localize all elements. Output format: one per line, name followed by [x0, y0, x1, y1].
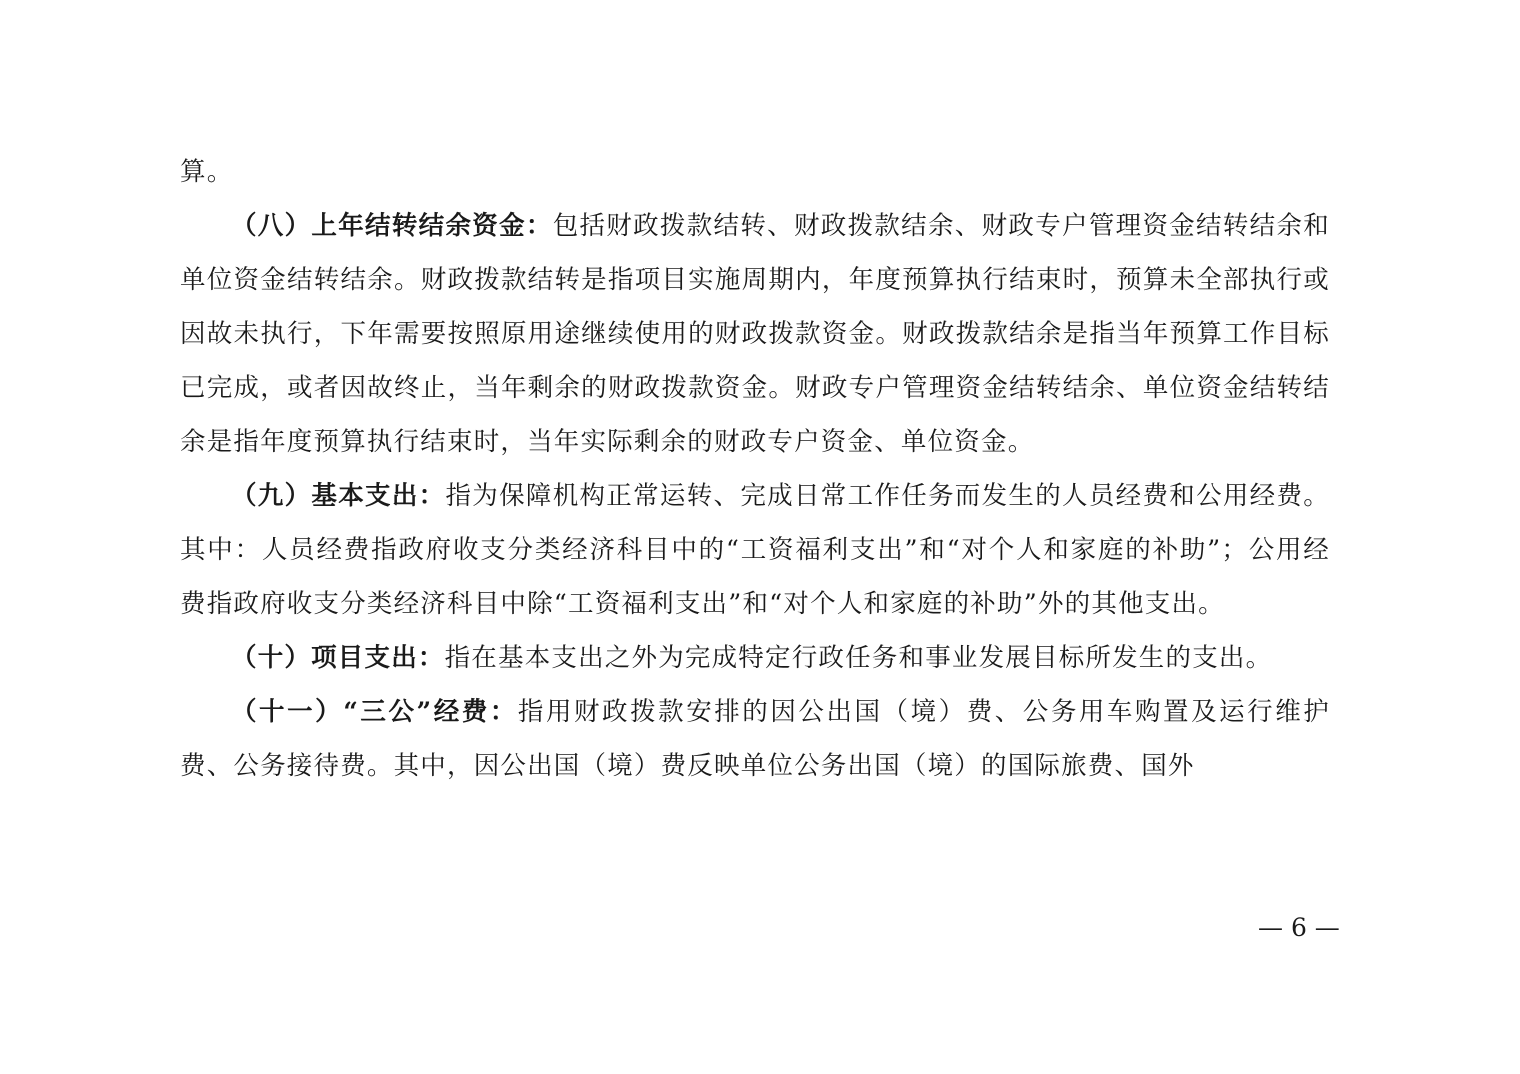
paragraph-body: 包括财政拨款结转、财政拨款结余、财政专户管理资金结转结余和单位资金结转结余。财政拨款结转是指项目实施周期内，年度预算执行结束时，预算未全部执行或因故未执行，下年需要按照原用途继续使用的财政拨款资金。财政拨款结余是指当年预算工作目标已完成，或者因故终止，当年剩余的财政拨款资金。财政专户管理资金结转结余、单位资金结转结余是指年度预算执行结束时，当年实际剩余的财政专户资金、单位资金。	[180, 211, 1330, 457]
document-body	[180, 145, 1330, 793]
paragraph-body: 指在基本支出之外为完成特定行政任务和事业发展目标所发生的支出。	[444, 643, 1273, 673]
continuation-paragraph	[180, 145, 1330, 199]
paragraph-basic-expenditure	[180, 469, 1330, 631]
paragraph-heading: （九）基本支出：	[231, 481, 446, 511]
paragraph-heading: （十一）“三公”经费：	[231, 697, 518, 727]
paragraph-body: 指为保障机构正常运转、完成日常工作任务而发生的人员经费和公用经费。其中：人员经费指政府收支分类经济科目中的“工资福利支出”和“对个人和家庭的补助”；公用经费指政府收支分类经济科目中除“工资福利支出”和“对个人和家庭的补助”外的其他支出。	[180, 481, 1330, 619]
page-number: — 6 —	[1258, 913, 1340, 942]
paragraph-three-public-expenses	[180, 685, 1330, 793]
paragraph-project-expenditure	[180, 631, 1330, 685]
paragraph-heading: （八）上年结转结余资金：	[231, 211, 553, 241]
continuation-text: 算。	[180, 157, 234, 187]
paragraph-heading: （十）项目支出：	[231, 643, 445, 673]
paragraph-body: 指用财政拨款安排的因公出国（境）费、公务用车购置及运行维护费、公务接待费。其中，因公出国（境）费反映单位公务出国（境）的国际旅费、国外	[180, 697, 1330, 781]
paragraph-carryover-funds	[180, 199, 1330, 469]
